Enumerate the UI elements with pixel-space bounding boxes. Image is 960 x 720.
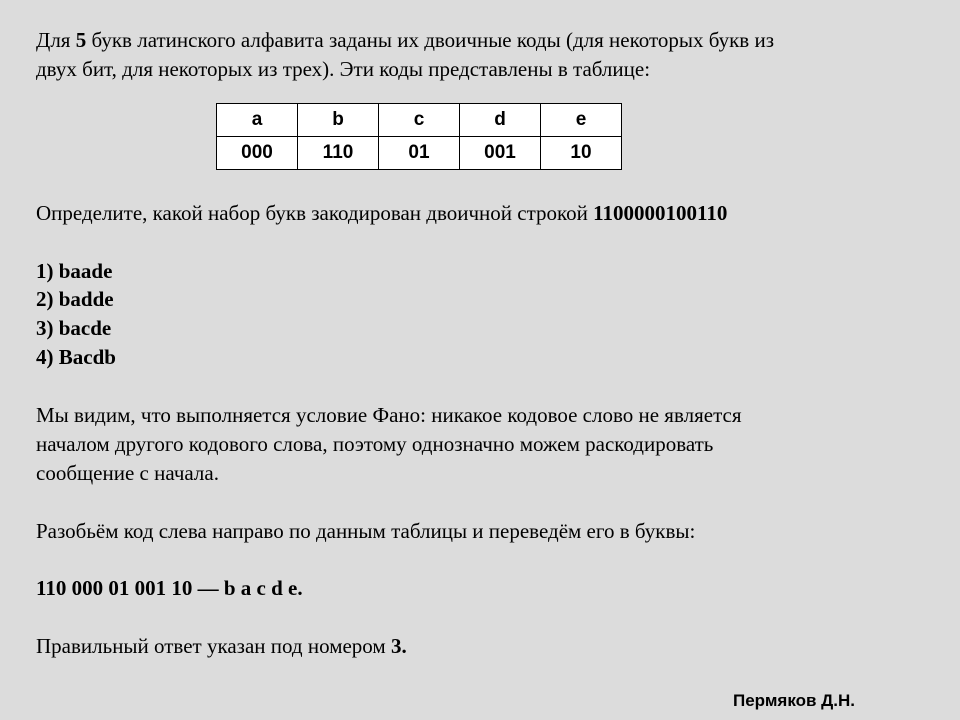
- intro-line-2: двух бит, для некоторых из трех). Эти коды представлены в таблице:: [36, 57, 651, 81]
- table-cell-letter: d: [460, 104, 541, 137]
- table-cell-letter: e: [541, 104, 622, 137]
- split-instruction: Разобьём код слева направо по данным таблицы и переведём его в буквы:: [36, 519, 696, 543]
- answer-number: 3.: [390, 634, 407, 658]
- explanation-line-2: началом другого кодового слова, поэтому однозначно можем раскодировать: [36, 432, 714, 456]
- table-cell-letter: a: [217, 104, 298, 137]
- option-3: 3) bacde: [36, 316, 112, 340]
- option-2: 2) badde: [36, 287, 114, 311]
- explanation-line-1: Мы видим, что выполняется условие Фано: никакое кодовое слово не является: [36, 403, 742, 427]
- code-table-letters-row: [217, 104, 622, 137]
- answer-line: Правильный ответ указан под номером 3.: [36, 634, 407, 658]
- table-cell-code: 001: [460, 137, 541, 170]
- table-cell-code: 10: [541, 137, 622, 170]
- table-cell-code: 000: [217, 137, 298, 170]
- explanation-line-3: сообщение с начала.: [36, 461, 219, 485]
- table-cell-letter: c: [379, 104, 460, 137]
- question-line: Определите, какой набор букв закодирован двоичной строкой 1100000100110: [36, 201, 728, 225]
- decoding-result: 110 000 01 001 10 — b a c d e.: [36, 576, 303, 600]
- table-cell-letter: b: [298, 104, 379, 137]
- intro-line-1: Для 5 букв латинского алфавита заданы их двоичные коды (для некоторых букв из: [36, 28, 774, 52]
- code-table: [216, 103, 622, 170]
- letter-count: 5: [75, 28, 87, 52]
- option-1: 1) baade: [36, 259, 113, 283]
- code-table-codes-row: [217, 137, 622, 170]
- author-name: Пермяков Д.Н.: [733, 691, 856, 710]
- binary-string: 1100000100110: [593, 201, 728, 225]
- option-4: 4) Bacdb: [36, 345, 116, 369]
- table-cell-code: 01: [379, 137, 460, 170]
- table-cell-code: 110: [298, 137, 379, 170]
